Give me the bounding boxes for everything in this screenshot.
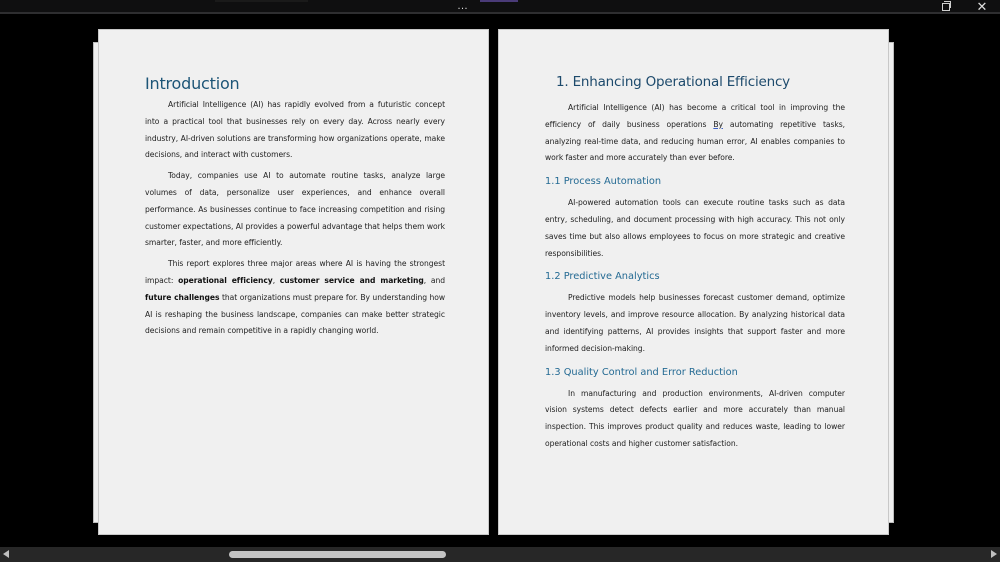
bold-future-challenges: future challenges bbox=[145, 292, 220, 302]
subheading-quality-control: 1.3 Quality Control and Error Reduction bbox=[545, 366, 738, 378]
document-page-right bbox=[498, 29, 889, 535]
text-run: automating repetitive tasks, analyzing real-time data, and reducing human error, AI enables companies to work faster and more accurately than ever before. bbox=[545, 119, 846, 163]
restore-window-icon[interactable] bbox=[942, 3, 950, 11]
process-automation-paragraph: AI-powered automation tools can execute routine tasks such as data entry, scheduling, and document processing with high accuracy. This not only saves time but also allows employees to focus on more strategic and creative responsibilities. bbox=[545, 198, 845, 258]
title-bar bbox=[0, 0, 1000, 14]
intro-paragraph-2: Today, companies use AI to automate routine tasks, analyze large volumes of data, personalize user experiences, and enhance overall performance. As businesses continue to face increasing competition and rising customer expectations, AI provides a powerful advantage that helps them work smarter, faster, and more efficiently. bbox=[145, 171, 445, 248]
tab-strip bbox=[215, 0, 308, 2]
bold-operational-efficiency: operational efficiency bbox=[178, 275, 273, 285]
section-title-operational-efficiency: 1. Enhancing Operational Efficiency bbox=[556, 74, 790, 90]
close-icon[interactable]: ✕ bbox=[976, 0, 988, 14]
scroll-left-arrow-icon[interactable] bbox=[3, 550, 9, 558]
intro-paragraph-3 bbox=[145, 256, 445, 340]
subheading-process-automation: 1.1 Process Automation bbox=[545, 176, 662, 188]
predictive-analytics-paragraph: Predictive models help businesses forecast customer demand, optimize inventory levels, and improve resource allocation. By analyzing historical data and identifying patterns, AI provides insights that support faster and more informed decision-making. bbox=[545, 293, 845, 353]
section-title-introduction: Introduction bbox=[145, 74, 240, 93]
active-tab-indicator bbox=[480, 0, 518, 2]
text-run: This report explores three major areas where AI is having the strongest impact: bbox=[145, 259, 445, 285]
text-run: , bbox=[272, 275, 280, 285]
text-run: , and bbox=[423, 275, 445, 285]
text-run: Artificial Intelligence (AI) has become a critical tool in improving the efficiency of daily business operations bbox=[545, 103, 845, 129]
subheading-predictive-analytics: 1.2 Predictive Analytics bbox=[545, 271, 660, 283]
scrollbar-thumb[interactable] bbox=[229, 551, 446, 558]
scroll-right-arrow-icon[interactable] bbox=[991, 550, 997, 558]
more-options-icon[interactable]: … bbox=[457, 0, 467, 12]
bold-customer-service: customer service and marketing bbox=[279, 275, 424, 285]
grammar-flagged-word[interactable]: By bbox=[713, 119, 723, 129]
document-page-left bbox=[98, 29, 489, 535]
horizontal-scrollbar[interactable] bbox=[0, 547, 1000, 562]
document-viewer bbox=[0, 16, 1000, 546]
quality-control-paragraph: In manufacturing and production environments, AI-driven computer vision systems detect defects earlier and more accurately than manual inspection. This improves product quality and reduces waste, leading to lower operational costs and higher customer satisfaction. bbox=[545, 388, 845, 448]
efficiency-intro-paragraph bbox=[545, 100, 845, 167]
intro-paragraph-1: Artificial Intelligence (AI) has rapidly evolved from a futuristic concept into a practical tool that businesses rely on every day. Across nearly every industry, AI-driven solutions are transforming how organizations operate, make decisions, and interact with customers. bbox=[145, 100, 445, 160]
text-run: that organizations must prepare for. By understanding how AI is reshaping the business landscape, companies can make better strategic decisions and remain competitive in a rapidly changing world. bbox=[145, 292, 445, 336]
